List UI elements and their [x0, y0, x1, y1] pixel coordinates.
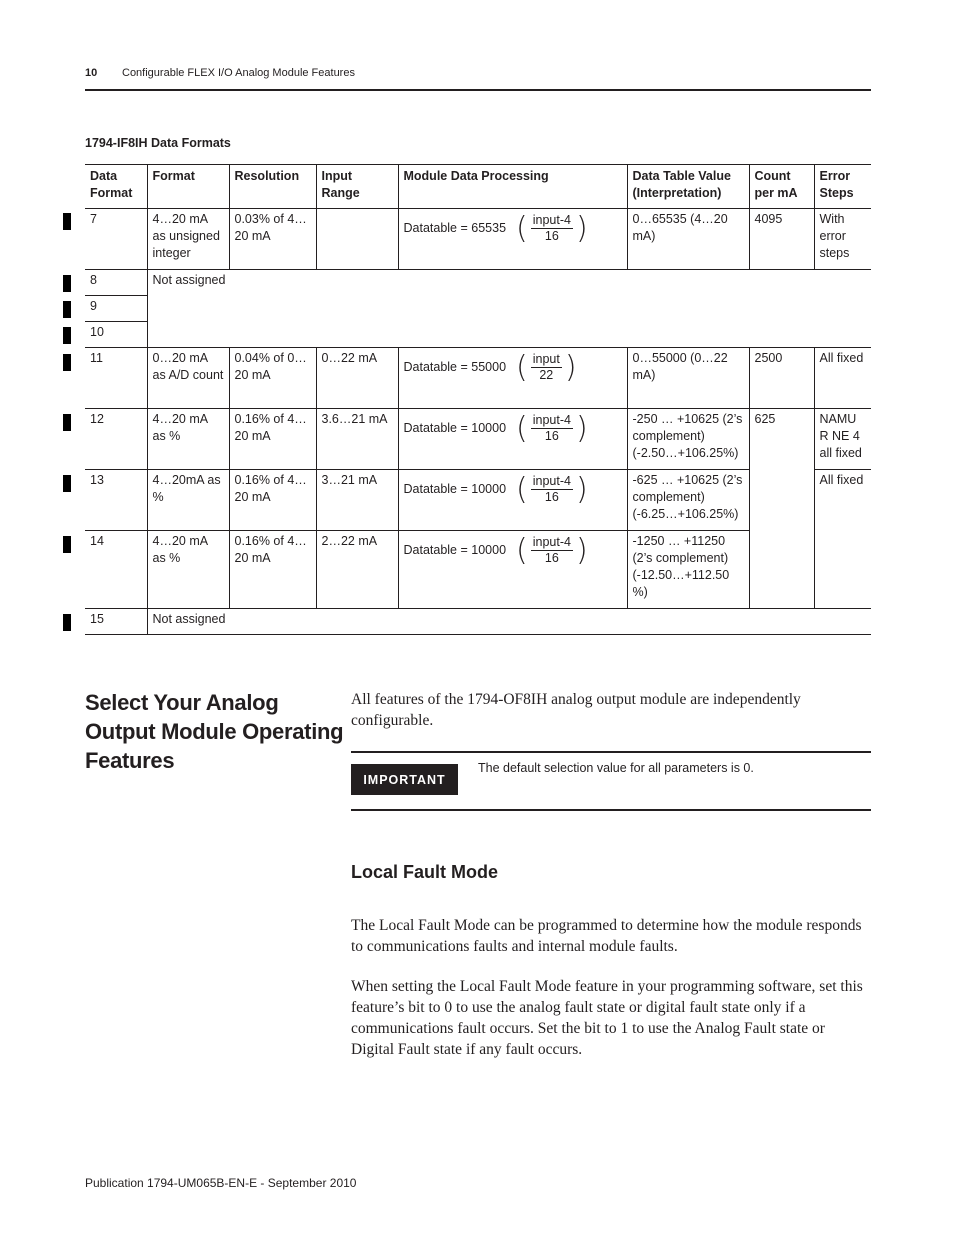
fraction-numerator: input-4 — [532, 213, 571, 227]
fraction — [531, 413, 573, 444]
table-header-row — [85, 165, 871, 209]
cell-data-table-value: -625 … +10625 (2’s complement) (-6.25…+106.25%) — [627, 470, 749, 531]
page-number: 10 — [85, 67, 98, 79]
cell-data-format: 13 — [85, 470, 147, 531]
right-paren: ) — [575, 410, 588, 446]
formula-label: Datatable = 65535 — [403, 221, 507, 235]
cell-data-table-value: -1250 … +11250 (2’s complement) (-12.50…+112.50 %) — [627, 531, 749, 609]
cell-count-per-ma: 2500 — [749, 348, 814, 409]
fraction-numerator: input — [532, 352, 560, 366]
section-title: Select Your Analog Output Module Operating Features — [85, 690, 344, 773]
table-row — [85, 270, 871, 296]
table-row — [85, 609, 871, 635]
cell-module-data-processing — [398, 531, 627, 609]
change-bar — [63, 354, 71, 371]
change-bar — [63, 327, 71, 344]
right-paren: ) — [575, 471, 588, 507]
cell-data-table-value: 0…65535 (4…20 mA) — [627, 209, 749, 270]
table-row — [85, 209, 871, 270]
formula-label: Datatable = 10000 — [403, 421, 507, 435]
cell-format: 4…20 mA as unsigned integer — [147, 209, 229, 270]
right-paren: ) — [575, 210, 588, 246]
cell-data-format: 9 — [85, 296, 147, 322]
cell-error-steps: All fixed — [814, 470, 871, 609]
change-bar — [63, 536, 71, 553]
right-paren: ) — [564, 349, 577, 385]
cell-error-steps: All fixed — [814, 348, 871, 409]
cell-data-table-value: -250 … +10625 (2’s complement) (-2.50…+106.25%) — [627, 409, 749, 470]
cell-error-steps: NAMU R NE 4 all fixed — [814, 409, 871, 470]
col-header-resolution: Resolution — [229, 165, 316, 209]
important-badge: IMPORTANT — [351, 764, 458, 795]
cell-resolution: 0.16% of 4…20 mA — [229, 409, 316, 470]
cell-input-range: 3…21 mA — [316, 470, 398, 531]
header-rule — [85, 89, 871, 91]
left-paren: ( — [516, 210, 528, 246]
cell-data-format: 15 — [85, 609, 147, 635]
important-top-rule — [351, 751, 871, 753]
col-header-error-steps: Error Steps — [814, 165, 871, 209]
fraction — [531, 535, 573, 566]
cell-input-range — [316, 209, 398, 270]
cell-module-data-processing — [398, 348, 627, 409]
cell-module-data-processing — [398, 470, 627, 531]
cell-format: 4…20 mA as % — [147, 531, 229, 609]
fraction — [531, 213, 573, 244]
left-paren: ( — [516, 349, 528, 385]
formula-label: Datatable = 10000 — [403, 482, 507, 496]
cell-module-data-processing — [398, 409, 627, 470]
col-header-input-range: Input Range — [316, 165, 398, 209]
formula-label: Datatable = 10000 — [403, 543, 507, 557]
fraction-denominator: 16 — [544, 490, 559, 504]
fraction-numerator: input-4 — [532, 474, 571, 488]
cell-data-table-value: 0…55000 (0…22 mA) — [627, 348, 749, 409]
cell-data-format: 12 — [85, 409, 147, 470]
body-paragraph: When setting the Local Fault Mode feature in your programming software, set this feature’s bit to 0 to use the analog fault state or digital fault state only if a communications fault occurs. Set the bit to 1 to use the Analog Fault state or Digital Fault state if any fault occurs. — [351, 978, 863, 1058]
formula-label: Datatable = 55000 — [403, 360, 507, 374]
cell-input-range: 3.6…21 mA — [316, 409, 398, 470]
col-header-data-format: Data Format — [85, 165, 147, 209]
running-header-title: Configurable FLEX I/O Analog Module Features — [122, 67, 355, 79]
col-header-data-table-value: Data Table Value (Interpretation) — [627, 165, 749, 209]
cell-format: 0…20 mA as A/D count — [147, 348, 229, 409]
subsection-title: Local Fault Mode — [351, 862, 499, 882]
change-bar — [63, 414, 71, 431]
table-row — [85, 409, 871, 470]
cell-input-range: 0…22 mA — [316, 348, 398, 409]
fraction-numerator: input-4 — [532, 413, 571, 427]
table-caption: 1794-IF8IH Data Formats — [85, 136, 231, 150]
cell-format: 4…20mA as % — [147, 470, 229, 531]
cell-format: 4…20 mA as % — [147, 409, 229, 470]
change-bar — [63, 275, 71, 292]
cell-data-format: 7 — [85, 209, 147, 270]
cell-module-data-processing — [398, 209, 627, 270]
col-header-format: Format — [147, 165, 229, 209]
change-bar — [63, 614, 71, 631]
cell-input-range: 2…22 mA — [316, 531, 398, 609]
change-bar — [63, 475, 71, 492]
col-header-count-per-ma: Count per mA — [749, 165, 814, 209]
cell-resolution: 0.16% of 4…20 mA — [229, 531, 316, 609]
fraction-denominator: 16 — [544, 229, 559, 243]
fraction — [531, 352, 562, 383]
right-paren: ) — [575, 532, 588, 568]
cell-data-format: 14 — [85, 531, 147, 609]
col-header-module-data-processing: Module Data Processing — [398, 165, 627, 209]
cell-data-format: 8 — [85, 270, 147, 296]
important-text: The default selection value for all parameters is 0. — [478, 761, 754, 775]
change-bar — [63, 301, 71, 318]
fraction-denominator: 16 — [544, 429, 559, 443]
cell-count-per-ma: 625 — [749, 409, 814, 609]
left-paren: ( — [516, 410, 528, 446]
cell-data-format: 11 — [85, 348, 147, 409]
cell-not-assigned: Not assigned — [147, 609, 871, 635]
cell-error-steps: With error steps — [814, 209, 871, 270]
formula — [404, 211, 622, 244]
cell-resolution: 0.04% of 0…20 mA — [229, 348, 316, 409]
formula — [404, 472, 622, 505]
formula — [404, 533, 622, 566]
fraction-denominator: 22 — [539, 368, 554, 382]
cell-count-per-ma: 4095 — [749, 209, 814, 270]
left-paren: ( — [516, 532, 528, 568]
formula — [404, 350, 622, 383]
fraction-numerator: input-4 — [532, 535, 571, 549]
cell-not-assigned: Not assigned — [147, 270, 871, 348]
cell-resolution: 0.03% of 4…20 mA — [229, 209, 316, 270]
change-bar — [63, 213, 71, 230]
left-paren: ( — [516, 471, 528, 507]
data-formats-table — [85, 164, 871, 635]
cell-resolution: 0.16% of 4…20 mA — [229, 470, 316, 531]
cell-data-format: 10 — [85, 322, 147, 348]
body-paragraph: The Local Fault Mode can be programmed to determine how the module responds to communications faults and internal module faults. — [351, 917, 862, 955]
section-intro: All features of the 1794-OF8IH analog output module are independently configurable. — [351, 691, 801, 729]
important-bottom-rule — [351, 809, 871, 811]
table-row — [85, 348, 871, 409]
footer-publication: Publication 1794-UM065B-EN-E - September 2010 — [85, 1176, 357, 1190]
fraction — [531, 474, 573, 505]
formula — [404, 411, 622, 444]
fraction-denominator: 16 — [544, 551, 559, 565]
